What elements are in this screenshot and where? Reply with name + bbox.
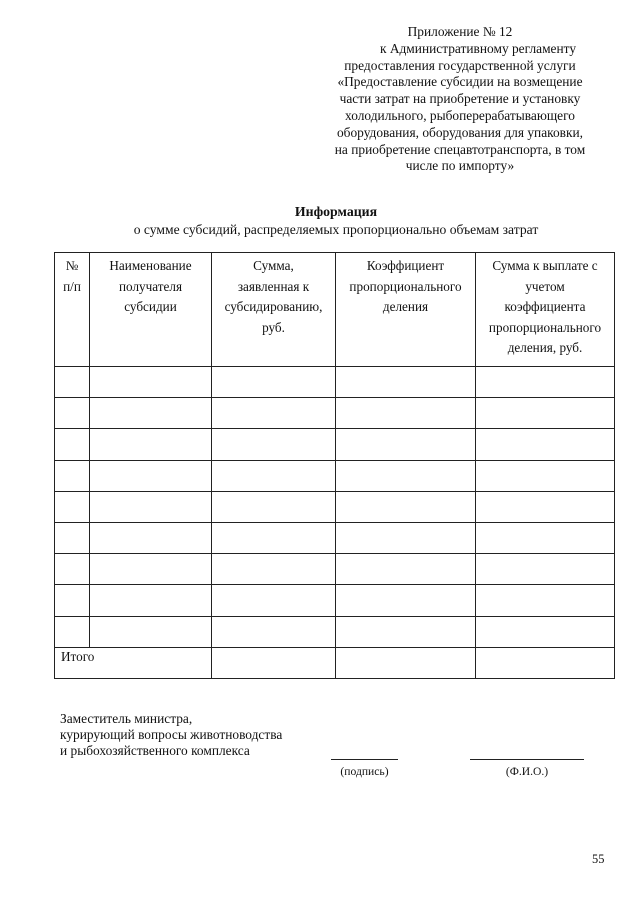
appendix-line: на приобретение спецавтотранспорта, в том — [334, 141, 586, 157]
info-title: Информация — [294, 204, 378, 219]
table-cell[interactable] — [336, 647, 476, 678]
table-cell[interactable] — [55, 491, 90, 522]
header-text: пропорционального — [488, 319, 602, 335]
name-caption: (Ф.И.О.) — [505, 765, 549, 778]
signatory-line: и рыбохозяйственного комплекса — [60, 743, 250, 759]
table-cell[interactable] — [55, 616, 90, 647]
table-cell[interactable] — [90, 429, 212, 460]
table-cell[interactable] — [336, 585, 476, 616]
table-cell[interactable] — [90, 367, 212, 398]
table-cell[interactable] — [336, 460, 476, 491]
header-text: субсидии — [124, 299, 177, 315]
table-cell[interactable] — [90, 585, 212, 616]
table-row — [55, 585, 615, 616]
header-text: деления, руб. — [507, 340, 583, 356]
table-cell[interactable] — [212, 367, 336, 398]
header-text: руб. — [262, 319, 285, 335]
table-row — [55, 522, 615, 553]
signature-caption: (подпись) — [340, 765, 389, 778]
header-text: Наименование — [109, 258, 192, 273]
header-text: учетом — [525, 278, 565, 294]
header-text: получателя — [118, 278, 183, 294]
table-cell[interactable] — [212, 522, 336, 553]
table-cell[interactable] — [476, 647, 615, 678]
table-cell[interactable] — [90, 491, 212, 522]
appendix-line: холодильного, рыбоперерабатывающего — [345, 107, 575, 123]
header-text: Коэффициент — [366, 258, 445, 273]
table-cell[interactable] — [55, 398, 90, 429]
table-cell[interactable] — [55, 585, 90, 616]
appendix-line: «Предоставление субсидии на возмещение — [337, 74, 583, 90]
table-cell[interactable] — [336, 554, 476, 585]
table-cell[interactable] — [55, 554, 90, 585]
table-cell[interactable] — [55, 429, 90, 460]
table-row — [55, 429, 615, 460]
table-cell[interactable] — [212, 554, 336, 585]
appendix-line: оборудования, оборудования для упаковки, — [336, 124, 584, 140]
table-cell[interactable] — [212, 460, 336, 491]
table-cell[interactable] — [90, 398, 212, 429]
table-row — [55, 616, 615, 647]
table-cell[interactable] — [55, 522, 90, 553]
table-cell[interactable] — [476, 491, 615, 522]
table-cell[interactable] — [212, 616, 336, 647]
table-cell[interactable] — [90, 554, 212, 585]
table-row — [55, 367, 615, 398]
signatory-line: курирующий вопросы животноводства — [60, 727, 283, 743]
table-cell[interactable] — [212, 398, 336, 429]
table-cell[interactable] — [336, 398, 476, 429]
table-cell[interactable] — [476, 398, 615, 429]
header-coefficient — [336, 253, 476, 367]
appendix-line: части затрат на приобретение и установку — [339, 91, 581, 107]
table-cell[interactable] — [476, 429, 615, 460]
signature-block — [60, 711, 282, 760]
table-row — [55, 491, 615, 522]
appendix-line: числе по импорту» — [405, 158, 515, 174]
signatory-line: Заместитель министра, — [60, 711, 193, 726]
name-line[interactable] — [470, 759, 584, 760]
total-label: Итого — [55, 647, 212, 678]
header-text: Сумма к выплате с — [492, 258, 598, 273]
table-cell[interactable] — [336, 491, 476, 522]
table-cell[interactable] — [336, 429, 476, 460]
table-cell[interactable] — [476, 522, 615, 553]
table-cell[interactable] — [476, 616, 615, 647]
table-cell[interactable] — [90, 522, 212, 553]
table-total-row — [55, 647, 615, 678]
header-text: Сумма, — [253, 258, 294, 273]
header-text: коэффициента — [504, 299, 586, 315]
info-subtitle: о сумме субсидий, распределяемых пропорционально объемам затрат — [133, 222, 539, 237]
header-text: № — [65, 258, 79, 273]
table-cell[interactable] — [212, 429, 336, 460]
table-cell[interactable] — [476, 585, 615, 616]
table-cell[interactable] — [336, 367, 476, 398]
page-number: 55 — [592, 852, 605, 866]
table-cell[interactable] — [55, 460, 90, 491]
table-cell[interactable] — [212, 491, 336, 522]
appendix-line: Приложение № 12 — [407, 24, 513, 39]
header-text: заявленная к — [237, 278, 310, 294]
header-text: пропорционального — [349, 278, 462, 294]
table-row — [55, 554, 615, 585]
appendix-header — [318, 24, 602, 175]
table-cell[interactable] — [90, 616, 212, 647]
table-cell[interactable] — [55, 367, 90, 398]
header-text: деления — [382, 299, 429, 315]
table-cell[interactable] — [476, 554, 615, 585]
header-recipient — [90, 253, 212, 367]
table-body — [55, 367, 615, 679]
table-cell[interactable] — [476, 367, 615, 398]
table-cell[interactable] — [336, 616, 476, 647]
table-cell[interactable] — [212, 647, 336, 678]
header-text: п/п — [63, 278, 81, 294]
subsidy-table — [54, 252, 615, 679]
signature-line[interactable] — [331, 759, 398, 760]
appendix-line: предоставления государственной услуги — [344, 57, 576, 73]
appendix-line: к Административному регламенту — [379, 40, 577, 56]
table-row — [55, 398, 615, 429]
header-claimed-amount — [212, 253, 336, 367]
table-row — [55, 460, 615, 491]
header-payout-amount — [476, 253, 615, 367]
header-text: субсидированию, — [224, 299, 323, 315]
table-cell[interactable] — [212, 585, 336, 616]
table-header-row — [55, 253, 615, 367]
table-cell[interactable] — [336, 522, 476, 553]
table-cell[interactable] — [90, 460, 212, 491]
table-cell[interactable] — [476, 460, 615, 491]
header-number — [55, 253, 90, 367]
